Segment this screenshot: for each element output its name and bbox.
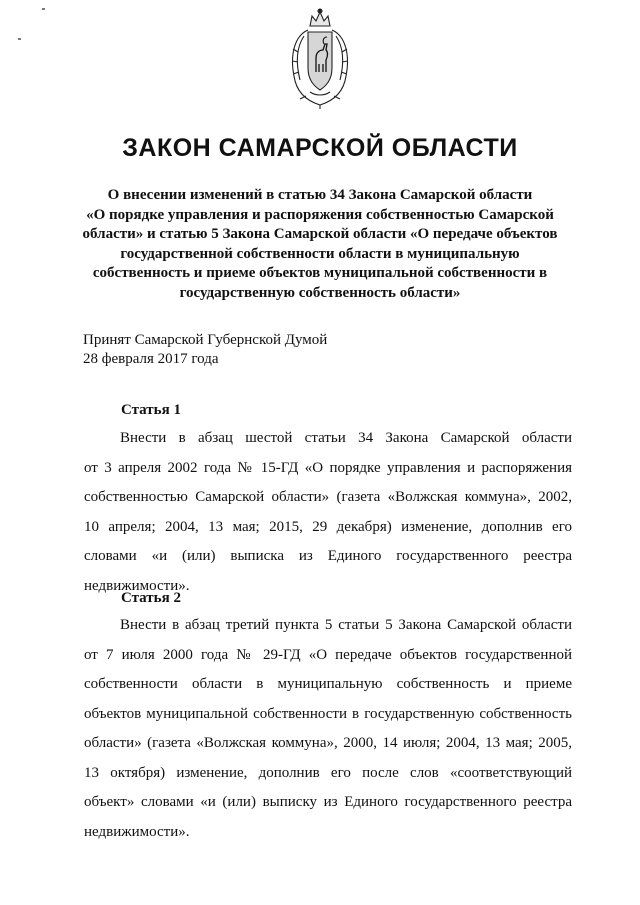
article-line: собственности области в муниципальную собственность и приеме <box>84 676 572 692</box>
document-title: ЗАКОН САМАРСКОЙ ОБЛАСТИ <box>122 134 518 162</box>
article-line: 10 апреля; 2004, 13 мая; 2015, 29 декабря) изменение, дополнив его <box>84 518 572 535</box>
article-line: Внести в абзац шестой статьи 34 Закона Самарской области <box>120 430 572 446</box>
article-line: недвижимости». <box>84 577 190 594</box>
samara-coat-of-arms-icon <box>284 6 356 110</box>
article-line: от 7 июля 2000 года № 29-ГД «О передаче объектов государственной <box>84 646 572 663</box>
article-line: 13 октября) изменение, дополнив его после слов «соответствующий <box>84 764 572 781</box>
article-2-body <box>84 611 572 847</box>
subtitle-line: государственной собственности области в муниципальную <box>120 245 520 262</box>
article-line: объект» словами «и (или) выписку из Единого государственного реестра <box>84 794 572 810</box>
law-subtitle <box>70 186 570 303</box>
subtitle-line: собственность и приеме объектов муниципальной собственности в <box>92 265 548 281</box>
subtitle-line: «О порядке управления и распоряжения собственностью Самарской <box>86 206 554 223</box>
scan-mark <box>42 8 45 10</box>
scan-mark <box>18 38 21 40</box>
article-2-heading: Статья 2 <box>121 590 181 606</box>
article-line: собственностью Самарской области» (газета «Волжская коммуна», 2002, <box>84 489 572 505</box>
subtitle-line: государственную собственность области» <box>179 284 461 301</box>
article-line: недвижимости». <box>84 823 190 840</box>
article-line: объектов муниципальной собственности в государственную собственность <box>84 705 572 722</box>
article-line: Внести в абзац третий пункта 5 статьи 5 Закона Самарской области <box>120 617 572 633</box>
adopted-by: Принят Самарской Губернской Думой <box>83 332 328 348</box>
article-line: словами «и (или) выписка из Единого государственного реестра <box>84 548 572 564</box>
subtitle-line: О внесении изменений в статью 34 Закона Самарской области <box>107 187 533 203</box>
adopted-date: 28 февраля 2017 года <box>83 351 219 367</box>
article-line: области» (газета «Волжская коммуна», 2000, 14 июля; 2004, 13 мая; 2005, <box>84 735 572 751</box>
article-1-body <box>84 424 572 601</box>
article-line: от 3 апреля 2002 года № 15-ГД «О порядке управления и распоряжения <box>84 459 572 476</box>
adoption-info <box>83 331 327 369</box>
subtitle-line: области» и статью 5 Закона Самарской области «О передаче объектов <box>82 226 558 242</box>
article-1-heading: Статья 1 <box>121 402 181 418</box>
